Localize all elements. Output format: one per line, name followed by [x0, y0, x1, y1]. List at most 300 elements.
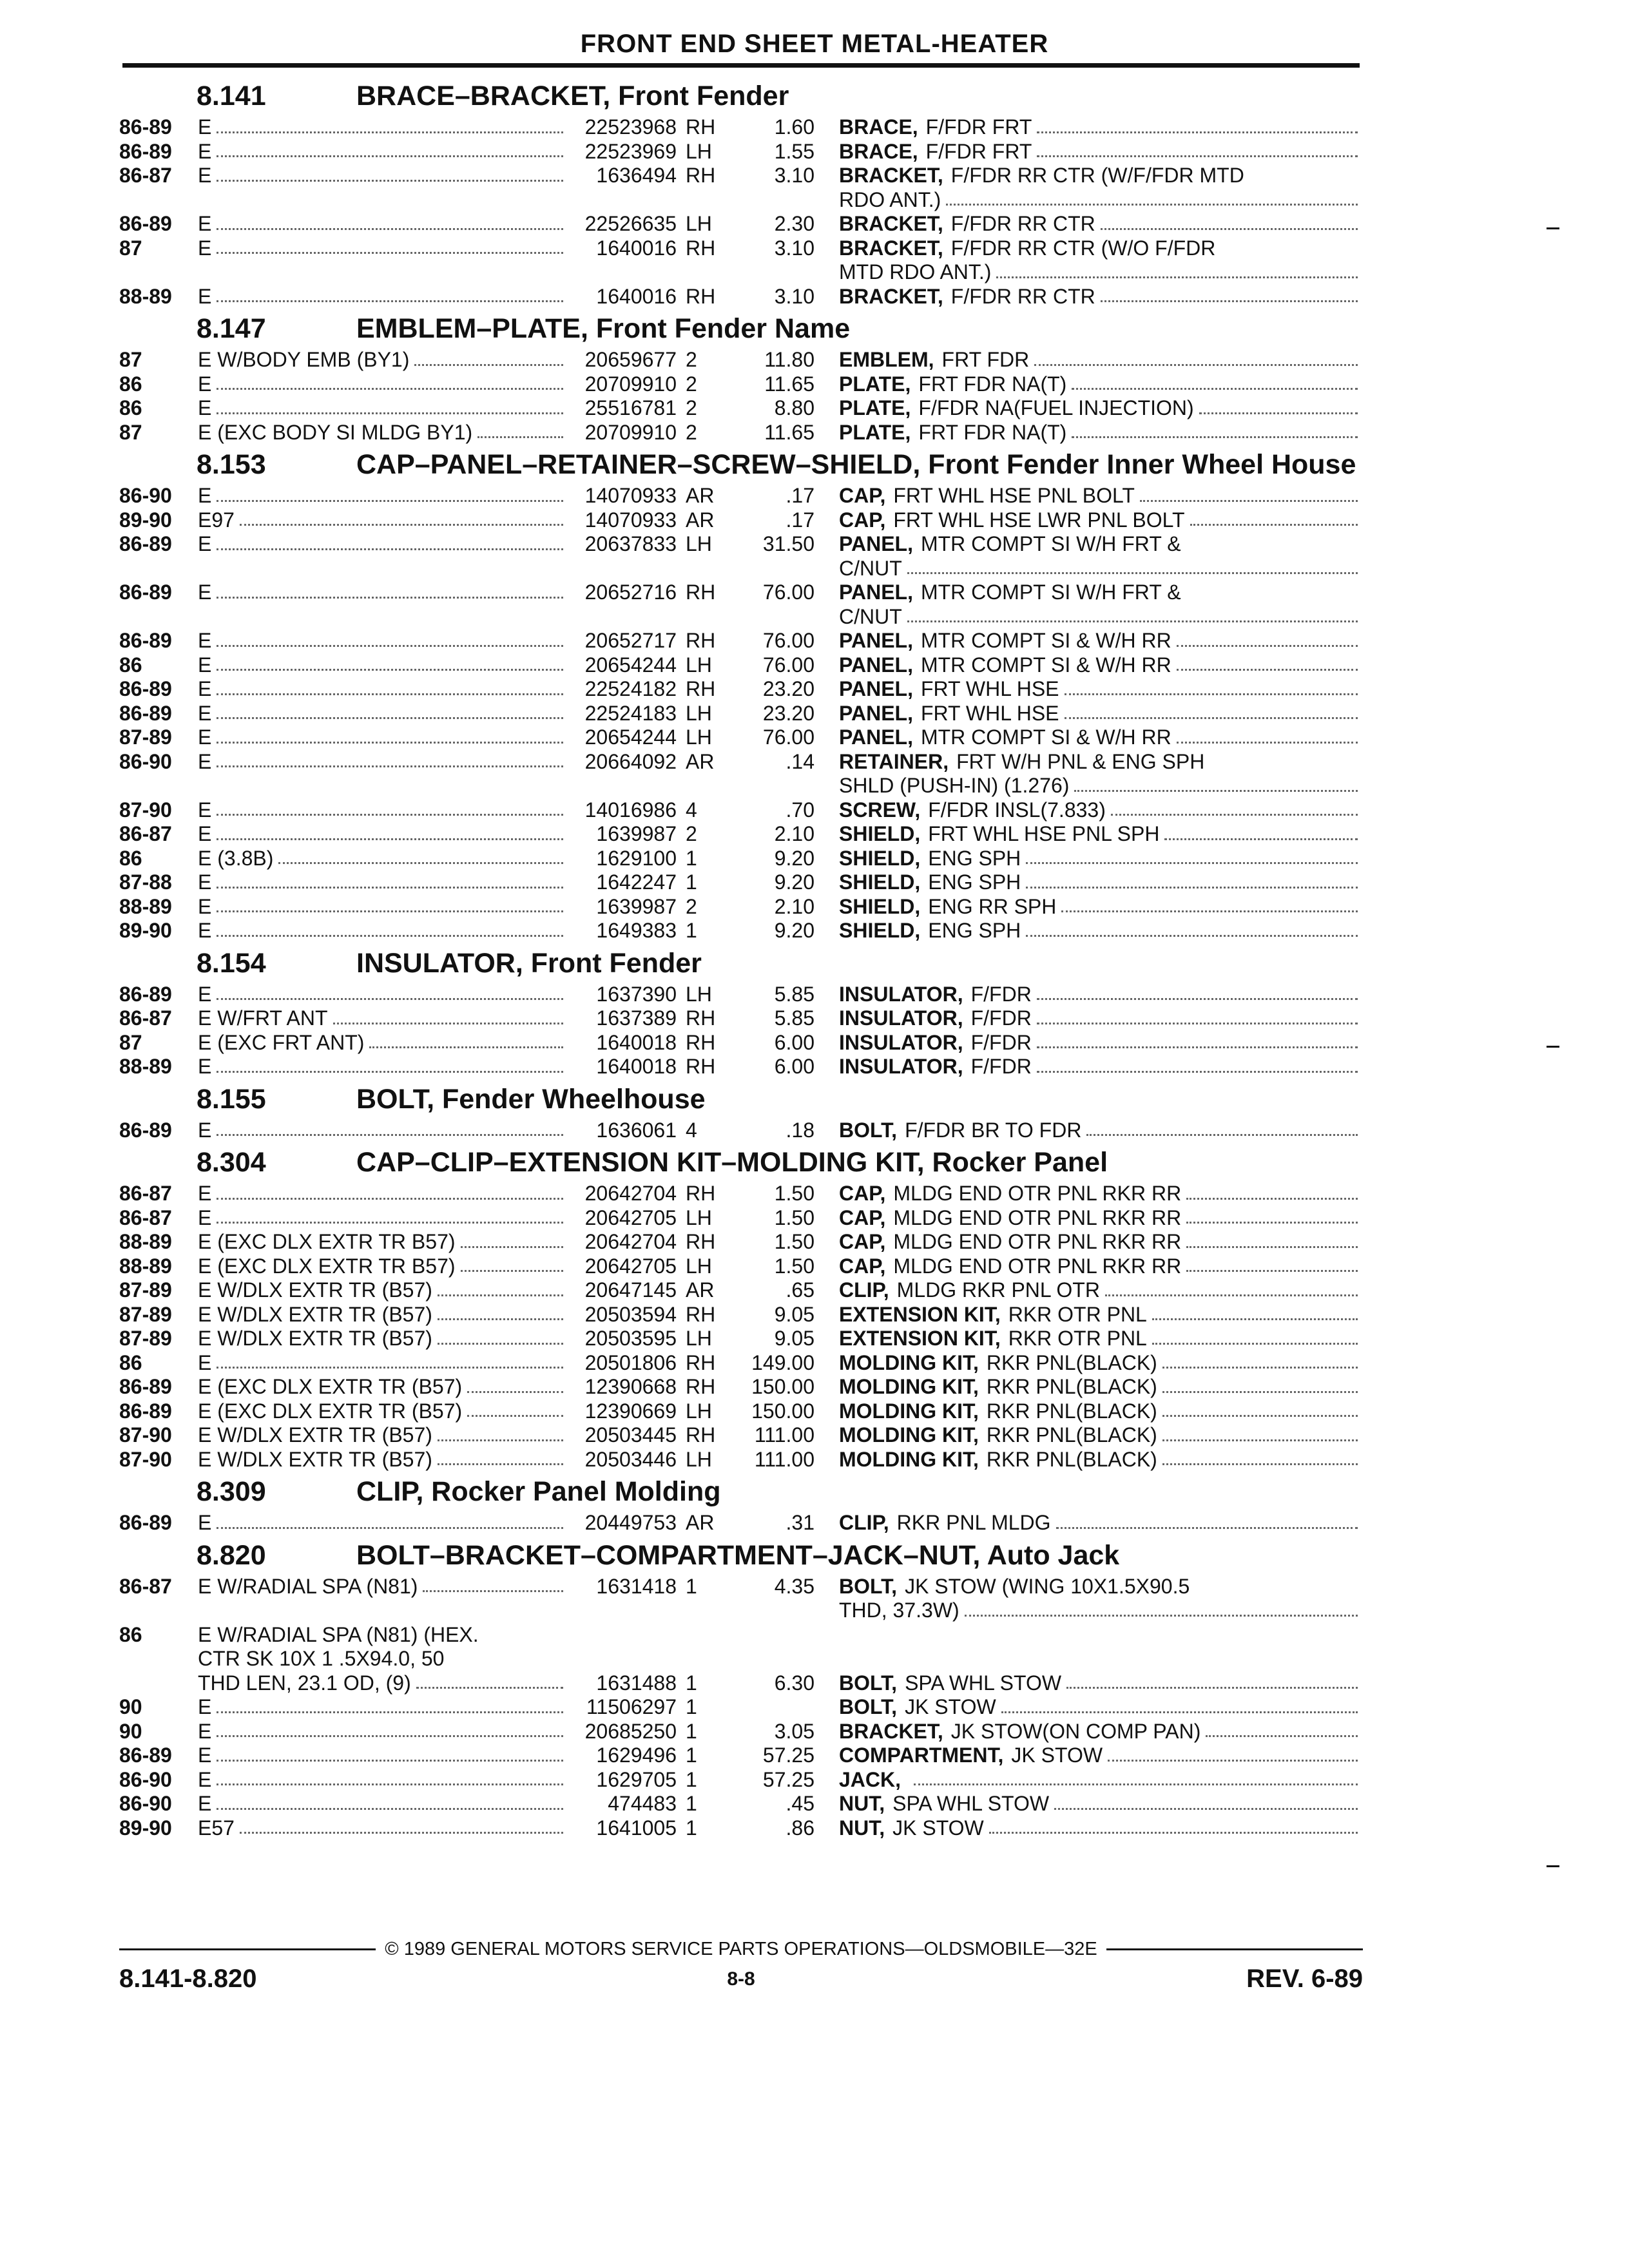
quantity: RH: [686, 1350, 716, 1374]
part-name: INSULATOR,: [839, 1055, 963, 1078]
part-number: 25516781: [584, 396, 677, 419]
dot-leader: [217, 1695, 563, 1713]
part-description: [815, 1182, 1363, 1206]
quantity: 1: [686, 1719, 697, 1743]
part-description: [815, 581, 1363, 605]
part-row: [119, 1278, 1363, 1303]
quantity: 2: [686, 894, 697, 918]
application-cell: [198, 1206, 568, 1231]
list-price: 6.30: [774, 1671, 815, 1695]
part-number: [568, 605, 677, 629]
part-row: [119, 1206, 1363, 1231]
model-years: 87-90: [119, 1423, 172, 1446]
part-description: [815, 1119, 1363, 1143]
part-description: [815, 1511, 1363, 1535]
part-description: [815, 870, 1363, 895]
list-price: 23.20: [762, 677, 815, 700]
part-description-text: F/FDR: [970, 1055, 1032, 1078]
part-description: [815, 774, 1363, 798]
part-name: BOLT,: [839, 1574, 898, 1598]
part-number: 474483: [608, 1792, 677, 1815]
quantity: [677, 1623, 726, 1648]
application-text: E: [198, 726, 212, 749]
model-years: 87-89: [119, 1327, 172, 1350]
dot-leader: [217, 1511, 563, 1529]
part-name: CAP,: [839, 1254, 886, 1278]
margin-tick-mark: [1547, 1046, 1559, 1048]
part-description: [815, 1399, 1363, 1424]
application-cell: [198, 1399, 568, 1424]
model-years: 86: [119, 1350, 142, 1374]
part-description-text: ENG SPH: [928, 870, 1021, 894]
application-text: E W/RADIAL SPA (N81) (HEX.: [198, 1622, 479, 1646]
part-number: 12390669: [584, 1399, 677, 1423]
part-description-text: JK STOW: [892, 1816, 984, 1840]
application-cell: [198, 653, 568, 678]
part-name: PLATE,: [839, 372, 911, 396]
part-description-text: MTD RDO ANT.): [839, 260, 992, 284]
footer-copyright: © 1989 GENERAL MOTORS SERVICE PARTS OPERATIONS—OLDSMOBILE—32E: [385, 1938, 1097, 1959]
part-description-text: MTR COMPT SI W/H FRT &: [920, 532, 1181, 555]
dot-leader: [1186, 1182, 1358, 1200]
dot-leader: [217, 1351, 563, 1369]
part-row: [119, 1182, 1363, 1206]
part-description: [815, 1254, 1363, 1279]
part-description-text: F/FDR FRT: [925, 115, 1032, 139]
dot-leader: [217, 1206, 563, 1224]
list-price: 3.05: [774, 1719, 815, 1743]
application-cell: [198, 1744, 568, 1768]
model-years: 86-89: [119, 629, 172, 652]
dot-leader: [217, 372, 563, 390]
application-cell: [198, 348, 568, 372]
application-cell: [198, 847, 568, 871]
application-cell: [198, 1720, 568, 1744]
model-years: 86-87: [119, 1206, 172, 1229]
application-text: E: [198, 677, 212, 700]
dot-leader: [240, 1816, 563, 1834]
part-description-text: FRT WHL HSE: [920, 701, 1059, 725]
model-years: 86-89: [119, 982, 172, 1006]
application-text: E: [198, 1744, 212, 1767]
part-number: 20637833: [584, 532, 677, 555]
quantity: 4: [686, 798, 697, 822]
dot-leader: [1206, 1720, 1358, 1738]
dot-leader: [1037, 1031, 1358, 1049]
model-years: 87: [119, 420, 142, 444]
section-title: BRACE–BRACKET, Front Fender: [356, 81, 789, 111]
application-text: E: [198, 749, 212, 773]
part-name: PLATE,: [839, 396, 911, 419]
part-description-text: MLDG END OTR PNL RKR RR: [893, 1254, 1182, 1278]
part-description-text: ENG SPH: [928, 919, 1021, 942]
part-description: [815, 1575, 1363, 1599]
section-title: CLIP, Rocker Panel Molding: [356, 1476, 721, 1507]
part-name: SCREW,: [839, 798, 921, 822]
dot-leader: [217, 1768, 563, 1786]
part-row: [119, 484, 1363, 508]
model-years: 87: [119, 348, 142, 371]
application-text: E (EXC DLX EXTR TR B57): [198, 1230, 456, 1253]
part-description: [815, 140, 1363, 164]
quantity: 2: [686, 420, 697, 444]
application-text: E W/DLX EXTR TR (B57): [198, 1302, 432, 1326]
part-description-text: F/FDR BR TO FDR: [905, 1118, 1082, 1142]
part-number: [568, 260, 677, 285]
application-text: E (EXC BODY SI MLDG BY1): [198, 420, 473, 444]
part-row-continuation: [119, 188, 1363, 213]
quantity: 2: [686, 372, 697, 396]
quantity: RH: [686, 115, 716, 139]
application-cell: [198, 750, 568, 774]
part-number: 1639987: [596, 822, 677, 845]
part-name: JACK,: [839, 1767, 901, 1791]
application-text: E: [198, 1511, 212, 1534]
application-cell: [198, 372, 568, 397]
dot-leader: [1056, 1511, 1358, 1529]
part-number: 14070933: [584, 508, 677, 532]
quantity: RH: [686, 1423, 716, 1446]
quantity: 2: [686, 822, 697, 845]
section-header: [119, 1539, 1363, 1572]
part-number: 1642247: [596, 870, 677, 894]
model-years: [119, 557, 198, 581]
application-cell: [198, 702, 568, 726]
list-price: .17: [786, 508, 815, 532]
dot-leader: [1066, 1671, 1358, 1689]
application-cell: [198, 212, 568, 236]
dot-leader: [1162, 1399, 1358, 1418]
part-number: 20652716: [584, 581, 677, 604]
application-text: E: [198, 1182, 212, 1205]
part-number: 20642704: [584, 1230, 677, 1253]
page-title: FRONT END SHEET METAL-HEATER: [580, 30, 1049, 58]
model-years: 87-89: [119, 726, 172, 749]
section-number: 8.153: [197, 449, 266, 480]
list-price: [726, 260, 815, 285]
application-text: E97: [198, 508, 235, 532]
part-description-text: JK STOW: [1011, 1744, 1103, 1767]
part-name: SHIELD,: [839, 894, 921, 918]
model-years: [119, 260, 198, 285]
part-row: [119, 1720, 1363, 1744]
application-text: E: [198, 1792, 212, 1815]
part-description-text: MLDG RKR PNL OTR: [896, 1278, 1100, 1302]
dot-leader: [1026, 847, 1358, 865]
part-number: 20449753: [584, 1511, 677, 1534]
application-cell: [198, 1182, 568, 1206]
list-price: 5.85: [774, 982, 815, 1006]
application-cell: [198, 870, 568, 895]
page-footer: [119, 1936, 1363, 1993]
part-description-text: JK STOW: [905, 1695, 996, 1718]
part-number: 1631488: [596, 1671, 677, 1695]
part-description-text: ENG SPH: [928, 846, 1021, 870]
list-price: .86: [786, 1816, 815, 1840]
part-row: [119, 581, 1363, 605]
list-price: .45: [786, 1792, 815, 1815]
application-text: E: [198, 653, 212, 677]
part-description: [815, 1278, 1363, 1303]
dot-leader: [217, 532, 563, 550]
application-cell: [198, 1768, 568, 1792]
part-description: [815, 1423, 1363, 1448]
part-description: [815, 484, 1363, 508]
dot-leader: [217, 1055, 563, 1073]
part-number: 20503594: [584, 1302, 677, 1326]
model-years: 89-90: [119, 508, 172, 532]
application-text: E: [198, 629, 212, 652]
quantity: RH: [686, 1006, 716, 1030]
part-description: [815, 557, 1363, 581]
part-number: 1637389: [596, 1006, 677, 1030]
list-price: 5.85: [774, 1006, 815, 1030]
part-description: [815, 1599, 1363, 1623]
model-years: [119, 605, 198, 629]
section-header: [119, 448, 1363, 481]
part-row: [119, 372, 1363, 397]
dot-leader: [217, 702, 563, 720]
part-description: [815, 726, 1363, 750]
part-description: [815, 1351, 1363, 1376]
part-row: [119, 798, 1363, 823]
model-years: 88-89: [119, 1230, 172, 1253]
section-header: [119, 1082, 1363, 1116]
application-cell: [198, 1511, 568, 1535]
application-cell: [198, 164, 568, 188]
part-number: 20664092: [584, 749, 677, 773]
part-number: 20642705: [584, 1254, 677, 1278]
part-description: [815, 629, 1363, 653]
list-price: [726, 1599, 815, 1623]
quantity: 1: [686, 1792, 697, 1815]
part-name: MOLDING KIT,: [839, 1399, 979, 1423]
part-description-text: RDO ANT.): [839, 187, 941, 211]
quantity: RH: [686, 1375, 716, 1398]
part-row-continuation: [119, 1671, 1363, 1696]
part-row: [119, 1575, 1363, 1599]
part-description: [815, 1768, 1363, 1792]
part-name: INSULATOR,: [839, 982, 963, 1006]
part-name: BRACE,: [839, 115, 918, 139]
part-number: 1637390: [596, 982, 677, 1006]
part-row: [119, 1695, 1363, 1720]
part-description-text: F/FDR NA(FUEL INJECTION): [918, 396, 1194, 419]
model-years: 86-89: [119, 1744, 172, 1767]
list-price: [726, 605, 815, 629]
quantity: LH: [686, 139, 712, 163]
dot-leader: [217, 677, 563, 695]
model-years: 86-87: [119, 822, 172, 845]
part-description: [815, 1647, 1363, 1671]
part-number: [568, 1599, 677, 1623]
part-name: PANEL,: [839, 677, 913, 700]
dot-leader: [1072, 421, 1358, 439]
part-description: [815, 260, 1363, 285]
part-description-text: C/NUT: [839, 604, 902, 628]
model-years: 87: [119, 236, 142, 260]
application-cell: [198, 1695, 568, 1720]
part-description-text: F/FDR: [970, 982, 1032, 1006]
application-cell: [198, 1816, 568, 1841]
model-years: 86: [119, 396, 142, 419]
model-years: 86-89: [119, 1375, 172, 1398]
application-cell: [198, 396, 568, 421]
quantity: LH: [686, 726, 712, 749]
part-name: BOLT,: [839, 1118, 898, 1142]
part-name: INSULATOR,: [839, 1030, 963, 1054]
part-number: [568, 188, 677, 213]
part-description-text: RKR OTR PNL: [1008, 1302, 1147, 1326]
part-row: [119, 1006, 1363, 1031]
quantity: 1: [686, 1816, 697, 1840]
part-description-text: F/FDR FRT: [925, 139, 1032, 163]
part-row: [119, 1119, 1363, 1143]
dot-leader: [1162, 1423, 1358, 1441]
list-price: 6.00: [774, 1055, 815, 1078]
part-row: [119, 508, 1363, 533]
part-name: MOLDING KIT,: [839, 1423, 979, 1446]
quantity: RH: [686, 677, 716, 700]
part-name: BOLT,: [839, 1695, 898, 1718]
list-price: 150.00: [751, 1375, 815, 1398]
dot-leader: [461, 1230, 563, 1248]
title-rule: [122, 63, 1360, 68]
dot-leader: [217, 798, 563, 816]
model-years: 90: [119, 1695, 142, 1718]
dot-leader: [1177, 629, 1358, 647]
dot-leader: [1061, 895, 1358, 913]
model-years: 86: [119, 372, 142, 396]
list-price: 9.20: [774, 846, 815, 870]
dot-leader: [1177, 653, 1358, 671]
application-text: E: [198, 164, 212, 187]
dot-leader: [1186, 1254, 1358, 1273]
list-price: [726, 1623, 815, 1648]
list-price: 2.30: [774, 212, 815, 235]
part-description: [815, 798, 1363, 823]
list-price: 2.10: [774, 822, 815, 845]
dot-leader: [1101, 285, 1358, 303]
part-name: CLIP,: [839, 1511, 889, 1534]
list-price: 8.80: [774, 396, 815, 419]
application-cell: [198, 1647, 568, 1671]
dot-leader: [907, 605, 1358, 623]
model-years: 86: [119, 653, 142, 677]
section-number: 8.141: [197, 81, 266, 111]
part-number: 20503595: [584, 1327, 677, 1350]
part-number: [568, 1647, 677, 1671]
dot-leader: [1140, 484, 1358, 502]
quantity: [677, 1599, 726, 1623]
dot-leader: [438, 1327, 563, 1345]
part-description-text: SPA WHL STOW: [892, 1792, 1050, 1815]
application-text: E: [198, 581, 212, 604]
model-years: 86-89: [119, 701, 172, 725]
section-number: 8.304: [197, 1147, 266, 1178]
part-name: CAP,: [839, 1206, 886, 1229]
model-years: 86-90: [119, 1792, 172, 1815]
dot-leader: [946, 188, 1358, 206]
part-description: [815, 822, 1363, 847]
dot-leader: [438, 1448, 563, 1466]
quantity: 1: [686, 846, 697, 870]
part-row: [119, 1399, 1363, 1424]
dot-leader: [423, 1575, 563, 1593]
list-price: 9.05: [774, 1327, 815, 1350]
part-number: 1636061: [596, 1118, 677, 1142]
part-description-text: SHLD (PUSH-IN) (1.276): [839, 774, 1070, 797]
part-row: [119, 677, 1363, 702]
quantity: 1: [686, 1574, 697, 1598]
dot-leader: [217, 919, 563, 937]
application-text: E: [198, 396, 212, 419]
part-number: 22523969: [584, 139, 677, 163]
model-years: 86-89: [119, 1511, 172, 1534]
part-row: [119, 140, 1363, 164]
application-text: E: [198, 982, 212, 1006]
part-description-text: MTR COMPT SI & W/H RR: [920, 653, 1171, 677]
part-name: PANEL,: [839, 701, 913, 725]
application-cell: [198, 484, 568, 508]
dot-leader: [1034, 348, 1358, 366]
part-description: [815, 396, 1363, 421]
part-number: 20503445: [584, 1423, 677, 1446]
model-years: 86-89: [119, 1399, 172, 1423]
dot-leader: [1101, 212, 1358, 230]
part-row: [119, 822, 1363, 847]
part-description: [815, 508, 1363, 533]
dot-leader: [1054, 1792, 1358, 1810]
model-years: 87-90: [119, 1447, 172, 1471]
part-row-continuation: [119, 557, 1363, 581]
section-title: BOLT, Fender Wheelhouse: [356, 1083, 706, 1115]
quantity: RH: [686, 581, 716, 604]
part-number: 22524182: [584, 677, 677, 700]
model-years: 86-87: [119, 1574, 172, 1598]
application-text: E: [198, 139, 212, 163]
application-cell: [198, 1303, 568, 1327]
list-price: .18: [786, 1118, 815, 1142]
dot-leader: [217, 983, 563, 1001]
part-description-text: FRT W/H PNL & ENG SPH: [956, 749, 1205, 773]
dot-leader: [1065, 677, 1358, 695]
part-number: 1641005: [596, 1816, 677, 1840]
application-text: E W/RADIAL SPA (N81): [198, 1574, 418, 1598]
application-text: E (EXC DLX EXTR TR (B57): [198, 1399, 463, 1423]
part-row: [119, 1792, 1363, 1816]
part-number: 22526635: [584, 212, 677, 235]
part-name: SHIELD,: [839, 919, 921, 942]
quantity: RH: [686, 1055, 716, 1078]
part-row: [119, 421, 1363, 445]
part-description: [815, 702, 1363, 726]
dot-leader: [217, 1720, 563, 1738]
section-title: BOLT–BRACKET–COMPARTMENT–JACK–NUT, Auto Jack: [356, 1539, 1120, 1571]
part-description: [815, 1671, 1363, 1696]
part-name: SHIELD,: [839, 846, 921, 870]
application-text: E: [198, 894, 212, 918]
part-row: [119, 653, 1363, 678]
dot-leader: [217, 1744, 563, 1762]
part-row: [119, 212, 1363, 236]
application-cell: [198, 1623, 568, 1648]
quantity: RH: [686, 284, 716, 308]
part-number: 20709910: [584, 420, 677, 444]
part-name: MOLDING KIT,: [839, 1375, 979, 1398]
part-number: [568, 1623, 677, 1648]
list-price: 11.65: [764, 372, 815, 396]
